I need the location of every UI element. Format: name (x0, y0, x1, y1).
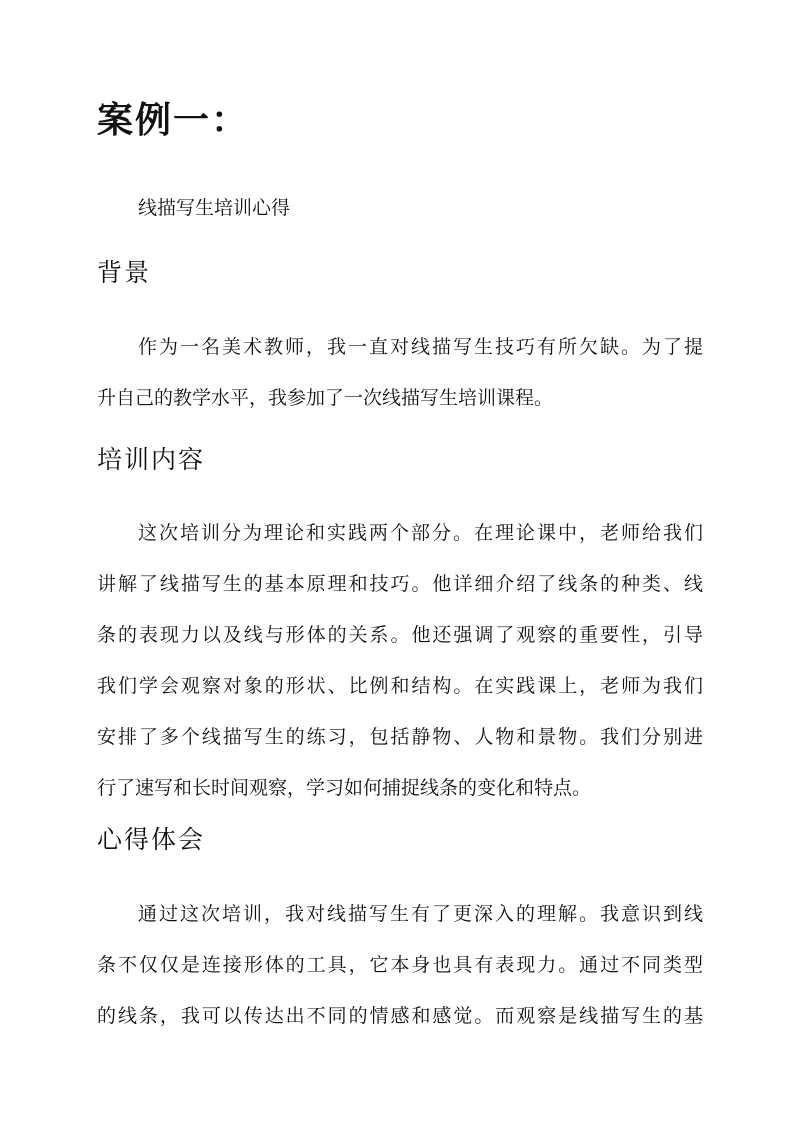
paragraph-line: 安排了多个线描写生的练习，包括静物、人物和景物。我们分别进 (97, 726, 703, 748)
paragraph-line: 这次培训分为理论和实践两个部分。在理论课中，老师给我们 (138, 522, 703, 544)
section-heading-reflections: 心得体会 (97, 825, 206, 854)
paragraph-line: 我们学会观察对象的形状、比例和结构。在实践课上，老师为我们 (97, 675, 703, 697)
paragraph-line: 的线条，我可以传达出不同的情感和感觉。而观察是线描写生的基 (97, 1005, 703, 1027)
paragraph-line: 条不仅仅是连接形体的工具，它本身也具有表现力。通过不同类型 (97, 954, 703, 976)
document-subtitle: 线描写生培训心得 (138, 197, 291, 219)
section-heading-background: 背景 (97, 258, 152, 287)
section-paragraph-background (97, 322, 703, 424)
paragraph-line: 行了速写和长时间观察，学习如何捕捉线条的变化和特点。 (97, 777, 592, 799)
document-title: 案例一： (97, 99, 250, 141)
section-paragraph-reflections (97, 889, 703, 1042)
section-heading-training-content: 培训内容 (97, 445, 206, 474)
paragraph-line: 通过这次培训，我对线描写生有了更深入的理解。我意识到线 (138, 903, 703, 925)
section-paragraph-training-content (97, 508, 703, 814)
paragraph-line: 作为一名美术教师，我一直对线描写生技巧有所欠缺。为了提 (138, 336, 703, 358)
paragraph-line: 讲解了线描写生的基本原理和技巧。他详细介绍了线条的种类、线 (97, 573, 703, 595)
paragraph-line: 升自己的教学水平，我参加了一次线描写生培训课程。 (97, 387, 554, 409)
paragraph-line: 条的表现力以及线与形体的关系。他还强调了观察的重要性，引导 (97, 624, 703, 646)
